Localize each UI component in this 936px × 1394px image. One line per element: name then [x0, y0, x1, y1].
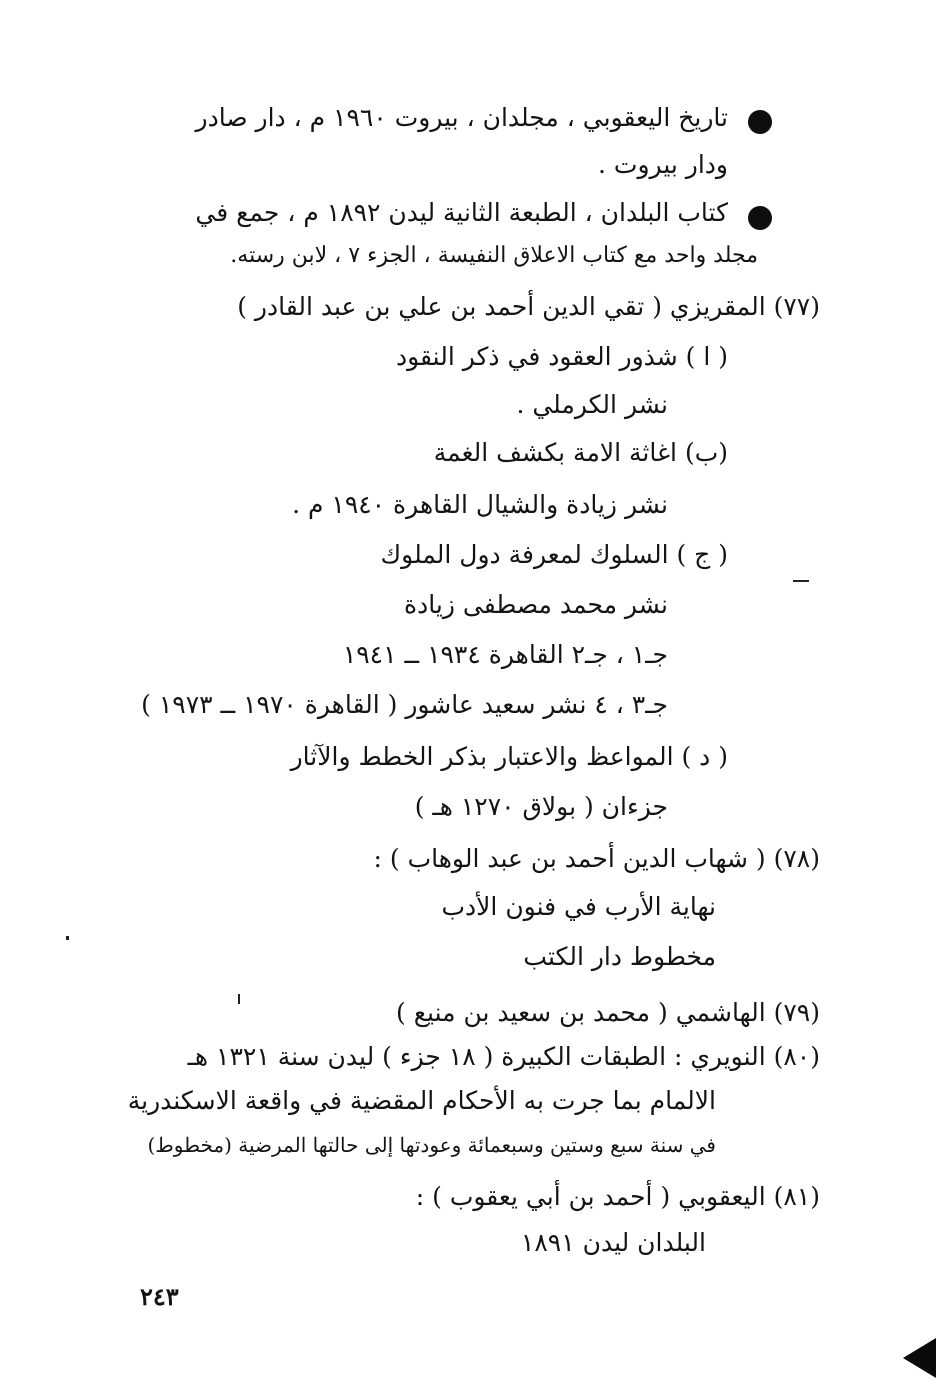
page-turn-marker-icon — [903, 1338, 936, 1378]
scan-speck — [793, 580, 809, 582]
entry-77-c-volumes-1-2: جـ١ ، جـ٢ القاهرة ١٩٣٤ ــ ١٩٤١ — [342, 640, 668, 669]
entry-77-b-title: (ب) اغاثة الامة بكشف الغمة — [433, 438, 728, 467]
entry-78-title: نهاية الأرب في فنون الأدب — [441, 892, 716, 921]
bullet-2-line-2: مجلد واحد مع كتاب الاعلاق النفيسة ، الجزء ٧ ، لابن رسته. — [230, 243, 758, 268]
entry-77-c-publisher: نشر محمد مصطفى زيادة — [404, 590, 668, 619]
bullet-2-line-1: كتاب البلدان ، الطبعة الثانية ليدن ١٨٩٢ م ، جمع في — [195, 198, 728, 227]
scan-speck — [66, 936, 69, 940]
entry-78-note: مخطوط دار الكتب — [523, 942, 716, 971]
entry-80-line-2: الالمام بما جرت به الأحكام المقضية في واقعة الاسكندرية — [127, 1086, 716, 1115]
entry-80-line-1: (٨٠) النويري : الطبقات الكبيرة ( ١٨ جزء ) ليدن سنة ١٣٢١ هـ — [187, 1042, 820, 1071]
entry-77-b-publisher: نشر زيادة والشيال القاهرة ١٩٤٠ م . — [292, 490, 668, 519]
bullet-1-line-1: تاريخ اليعقوبي ، مجلدان ، بيروت ١٩٦٠ م ، دار صادر — [195, 103, 728, 132]
entry-78-heading: (٧٨) ( شهاب الدين أحمد بن عبد الوهاب ) : — [373, 844, 820, 873]
bullet-dot-1 — [748, 110, 772, 134]
entry-77-a-publisher: نشر الكرملي . — [516, 390, 668, 419]
entry-77-d-title: ( د ) المواعظ والاعتبار بذكر الخطط والآثار — [290, 742, 728, 771]
entry-77-d-publisher: جزءان ( بولاق ١٢٧٠ هـ ) — [414, 792, 668, 821]
entry-81-title: البلدان ليدن ١٨٩١ — [520, 1228, 706, 1257]
page-number: ٢٤٣ — [140, 1282, 179, 1311]
entry-81-heading: (٨١) اليعقوبي ( أحمد بن أبي يعقوب ) : — [415, 1182, 820, 1211]
bullet-dot-2 — [748, 206, 772, 230]
bullet-1-line-2: ودار بيروت . — [598, 150, 728, 179]
entry-77-c-title: ( ج ) السلوك لمعرفة دول الملوك — [380, 540, 728, 569]
entry-77-heading: (٧٧) المقريزي ( تقي الدين أحمد بن علي بن عبد القادر ) — [237, 292, 820, 321]
entry-79-heading: (٧٩) الهاشمي ( محمد بن سعيد بن منيع ) — [396, 998, 820, 1027]
entry-77-c-volumes-3-4: جـ٣ ، ٤ نشر سعيد عاشور ( القاهرة ١٩٧٠ ــ ١٩٧٣ ) — [141, 690, 668, 719]
entry-80-line-3: في سنة سبع وستين وسبعمائة وعودتها إلى حالتها المرضية (مخطوط) — [147, 1133, 716, 1157]
scan-speck — [238, 994, 240, 1004]
entry-77-a-title: ( ا ) شذور العقود في ذكر النقود — [395, 342, 728, 371]
